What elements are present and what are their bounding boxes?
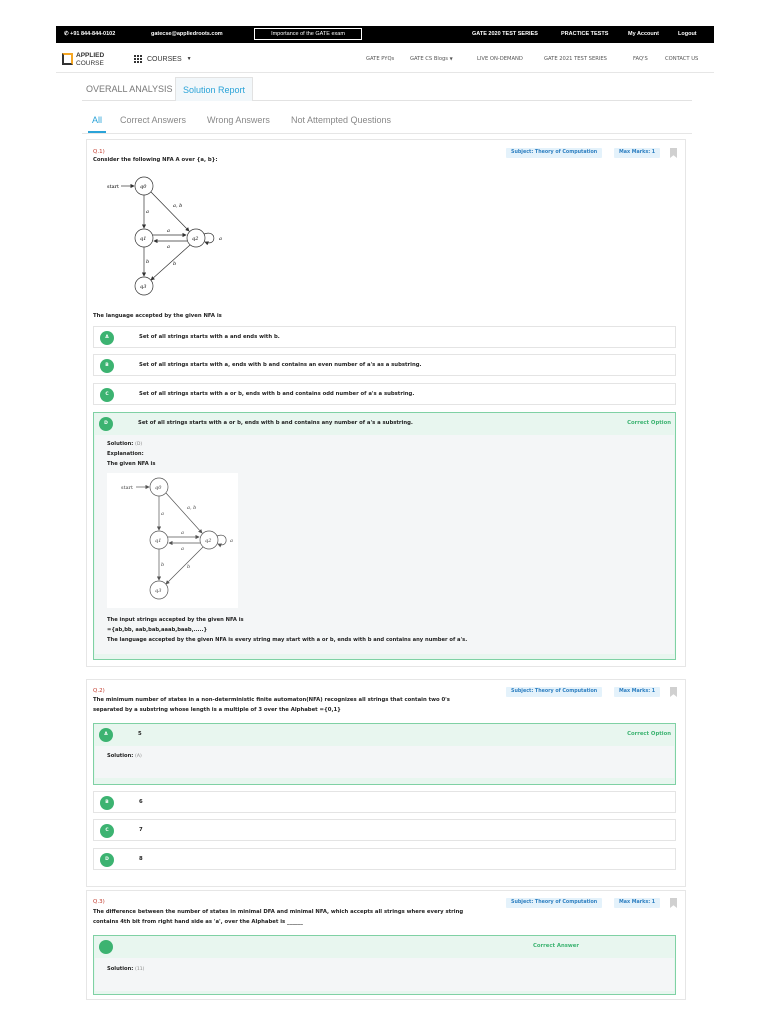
question-text: Consider the following NFA A over {a, b}: — [93, 157, 218, 163]
solution-line — [107, 753, 142, 759]
option-a-correct-panel[interactable] — [93, 723, 676, 785]
option-text: Set of all strings starts with a and ends with b. — [139, 334, 280, 340]
correct-answer-tag: Correct Answer — [533, 943, 579, 949]
practice-tests-link[interactable]: PRACTICE TESTS — [561, 31, 609, 37]
nfa-diagram-solution — [107, 473, 238, 608]
state-q0: q0 — [140, 184, 147, 190]
courses-label: COURSES — [147, 55, 182, 63]
solution-value: (D) — [135, 442, 143, 447]
top-bar — [56, 26, 714, 43]
option-text: Set of all strings starts with a or b, ends with b and contains odd number of a's a substring. — [139, 391, 415, 397]
subject-badge: Subject: Theory of Computation — [506, 687, 602, 697]
edge-label: b — [161, 562, 165, 568]
option-letter: A — [100, 331, 114, 345]
logo-line2: COURSE — [76, 60, 104, 67]
grid-icon — [134, 55, 142, 63]
nav-contact-us[interactable]: CONTACT US — [665, 56, 699, 62]
logo-mark-icon — [62, 53, 73, 65]
applied-course-logo[interactable] — [62, 52, 110, 68]
max-marks-badge: Max Marks: 1 — [614, 898, 660, 908]
nfa-diagram — [93, 173, 253, 298]
given-nfa-text: The given NFA is — [107, 461, 156, 467]
solution-line — [107, 441, 142, 447]
edge-label: a — [181, 530, 184, 536]
edge-label: b — [187, 564, 191, 570]
option-text: 5 — [138, 731, 142, 737]
solution-diagram-box — [107, 473, 238, 608]
option-letter: D — [99, 417, 113, 431]
nav-gate-cs-blogs-label: GATE CS Blogs — [410, 56, 448, 62]
tab-overall-analysis[interactable]: OVERALL ANALYSIS — [86, 84, 173, 94]
edge-label: a — [219, 236, 222, 242]
question-text-line1: The minimum number of states in a non-deterministic finite automaton(NFA) recognizes all strings that contain two 0's — [93, 697, 450, 703]
nav-gate-2021-test-series[interactable]: GATE 2021 TEST SERIES — [544, 56, 607, 62]
nav-gate-pyqs[interactable]: GATE PYQs — [366, 56, 395, 62]
edge-label: a — [167, 228, 170, 234]
start-label: start — [107, 184, 119, 190]
answer-correct-panel[interactable] — [93, 935, 676, 995]
courses-menu[interactable] — [134, 55, 192, 63]
phone-number[interactable] — [64, 31, 115, 37]
accepted-intro-line — [107, 617, 244, 623]
nav-gate-cs-blogs[interactable] — [410, 56, 453, 62]
correct-option-tag: Correct Option — [627, 731, 671, 737]
option-c[interactable] — [93, 819, 676, 841]
state-q1: q1 — [155, 538, 162, 544]
question-prompt: The language accepted by the given NFA is — [93, 313, 222, 319]
subject-badge: Subject: Theory of Computation — [506, 898, 602, 908]
option-d-correct-panel[interactable] — [93, 412, 676, 660]
option-letter: B — [100, 359, 114, 373]
solution-value: (A) — [135, 754, 142, 759]
nav-faqs[interactable]: FAQ'S — [633, 56, 648, 62]
state-q1: q1 — [140, 236, 147, 242]
question-number: Q.3) — [93, 899, 105, 905]
max-marks-badge: Max Marks: 1 — [614, 687, 660, 697]
option-letter: C — [100, 824, 114, 838]
phone-text: +91 844-844-0102 — [70, 31, 116, 37]
subject-badge: Subject: Theory of Computation — [506, 148, 602, 158]
option-text: Set of all strings starts with a, ends with b and contains an even number of a's as a substring. — [139, 362, 422, 368]
option-text: Set of all strings starts with a or b, ends with b and contains any number of a's a substring. — [138, 420, 413, 426]
edge-label: a, b — [187, 505, 197, 511]
logo-line1: APPLIED — [76, 52, 105, 59]
logout-link[interactable]: Logout — [678, 31, 697, 37]
bookmark-icon[interactable] — [670, 148, 677, 158]
start-label: start — [121, 485, 133, 491]
explanation-label-text: Explanation: — [107, 451, 144, 457]
gate-importance-button[interactable]: Importance of the GATE exam — [254, 28, 362, 40]
edge-label: a — [181, 546, 184, 552]
filter-tabs — [82, 110, 692, 134]
option-c[interactable] — [93, 383, 676, 405]
option-d[interactable] — [93, 848, 676, 870]
caret-down-icon: ▼ — [186, 56, 192, 62]
option-text: 6 — [139, 799, 143, 805]
accepted-set-text: ={ab,bb, aab,bab,aaab,baab,.....} — [107, 627, 208, 633]
state-q2: q2 — [205, 538, 212, 544]
option-text: 7 — [139, 827, 143, 833]
question-card-2 — [86, 679, 686, 887]
bookmark-icon[interactable] — [670, 898, 677, 908]
solution-line — [107, 966, 144, 972]
conclusion-text: The language accepted by the given NFA is every string may start with a or b, ends with b and contains any number of a's. — [107, 637, 468, 643]
given-nfa-line — [107, 461, 155, 467]
tab-not-attempted[interactable]: Not Attempted Questions — [291, 115, 392, 125]
accepted-set-line — [107, 627, 207, 633]
bookmark-icon[interactable] — [670, 687, 677, 697]
question-number: Q.1) — [93, 149, 105, 155]
tab-wrong-answers[interactable]: Wrong Answers — [207, 115, 270, 125]
option-a[interactable] — [93, 326, 676, 348]
solution-body — [95, 958, 674, 991]
nav-live-on-demand[interactable]: LIVE ON-DEMAND — [477, 56, 523, 62]
option-letter: C — [100, 388, 114, 402]
edge-label: b — [146, 259, 150, 265]
edge-label: a — [161, 511, 164, 517]
solution-label: Solution: — [107, 441, 134, 447]
solution-label: Solution: — [107, 753, 134, 759]
solution-body — [95, 435, 674, 654]
option-letter: D — [100, 853, 114, 867]
accepted-intro-text: The input strings accepted by the given NFA is — [107, 617, 244, 623]
state-q3: q3 — [140, 284, 147, 290]
tab-all[interactable]: All — [88, 115, 106, 133]
question-card-1 — [86, 139, 686, 667]
question-text-line2: separated by a substring whose length is a multiple of 3 over the Alphabet ={0,1} — [93, 707, 341, 713]
gate-2020-test-series-link[interactable]: GATE 2020 TEST SERIES — [472, 31, 538, 37]
my-account-link[interactable]: My Account — [628, 31, 659, 37]
solution-body — [95, 746, 674, 778]
edge-label: a — [146, 209, 149, 215]
email-link[interactable]: gatecse@appliedroots.com — [151, 31, 223, 37]
caret-down-icon: ▼ — [449, 56, 453, 61]
question-text-line2: contains 4th bit from right hand side as 'a', over the Alphabet is ______ — [93, 919, 303, 925]
state-q3: q3 — [155, 588, 162, 594]
report-tabs — [82, 77, 692, 101]
solution-value: (11) — [135, 967, 145, 972]
phone-icon: ✆ — [64, 31, 69, 37]
state-q0: q0 — [155, 485, 162, 491]
state-q2: q2 — [192, 236, 199, 242]
tab-correct-answers[interactable]: Correct Answers — [120, 115, 187, 125]
edge-label: a, b — [173, 203, 183, 209]
tab-solution-report[interactable]: Solution Report — [175, 77, 253, 101]
solution-label: Solution: — [107, 966, 134, 972]
option-letter: B — [100, 796, 114, 810]
question-number: Q.2) — [93, 688, 105, 694]
edge-label: a — [230, 538, 233, 544]
max-marks-badge: Max Marks: 1 — [614, 148, 660, 158]
explanation-label — [107, 451, 144, 457]
correct-option-tag: Correct Option — [627, 420, 671, 426]
option-b[interactable] — [93, 791, 676, 813]
question-card-3 — [86, 890, 686, 1000]
option-letter: A — [99, 728, 113, 742]
option-text: 8 — [139, 856, 143, 862]
conclusion-line — [107, 637, 467, 643]
question-text-line1: The difference between the number of states in minimal DFA and minimal NFA, which accepts all strings where every string — [93, 909, 464, 915]
main-navbar — [56, 47, 714, 73]
answer-marker — [99, 940, 113, 954]
edge-label: a — [167, 244, 170, 250]
edge-label: b — [173, 261, 177, 267]
option-b[interactable] — [93, 354, 676, 376]
